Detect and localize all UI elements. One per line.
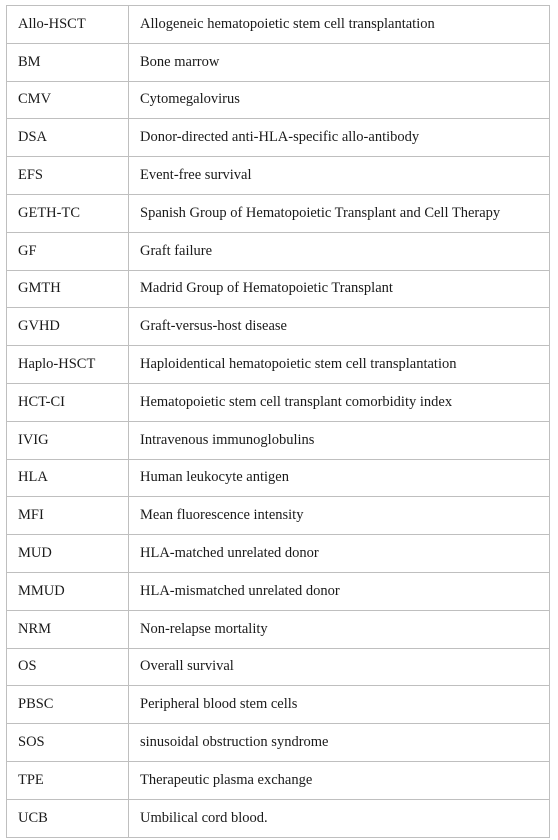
- definition-cell: HLA-matched unrelated donor: [129, 535, 550, 573]
- table-row: [7, 421, 550, 459]
- definition-cell: Intravenous immunoglobulins: [129, 421, 550, 459]
- table-row: [7, 799, 550, 837]
- definition-cell: Allogeneic hematopoietic stem cell transplantation: [129, 6, 550, 44]
- definition-cell: sinusoidal obstruction syndrome: [129, 724, 550, 762]
- abbreviation-cell: MMUD: [7, 572, 129, 610]
- abbreviation-cell: GETH-TC: [7, 194, 129, 232]
- table-row: [7, 270, 550, 308]
- abbreviation-cell: EFS: [7, 157, 129, 195]
- definition-cell: Non-relapse mortality: [129, 610, 550, 648]
- table-row: [7, 157, 550, 195]
- table-row: [7, 43, 550, 81]
- definition-cell: Haploidentical hematopoietic stem cell transplantation: [129, 346, 550, 384]
- definition-cell: Overall survival: [129, 648, 550, 686]
- definition-cell: Graft failure: [129, 232, 550, 270]
- definition-cell: Mean fluorescence intensity: [129, 497, 550, 535]
- abbreviations-table-body: [7, 6, 550, 838]
- definition-cell: Spanish Group of Hematopoietic Transplant and Cell Therapy: [129, 194, 550, 232]
- table-row: [7, 497, 550, 535]
- table-row: [7, 535, 550, 573]
- table-row: [7, 383, 550, 421]
- table-row: [7, 724, 550, 762]
- definition-cell: Hematopoietic stem cell transplant comorbidity index: [129, 383, 550, 421]
- abbreviation-cell: MUD: [7, 535, 129, 573]
- abbreviation-cell: NRM: [7, 610, 129, 648]
- table-row: [7, 119, 550, 157]
- table-row: [7, 6, 550, 44]
- definition-cell: Donor-directed anti-HLA-specific allo-antibody: [129, 119, 550, 157]
- table-row: [7, 459, 550, 497]
- abbreviation-cell: UCB: [7, 799, 129, 837]
- abbreviation-cell: PBSC: [7, 686, 129, 724]
- table-row: [7, 686, 550, 724]
- abbreviation-cell: DSA: [7, 119, 129, 157]
- definition-cell: Human leukocyte antigen: [129, 459, 550, 497]
- table-row: [7, 81, 550, 119]
- abbreviation-cell: Allo-HSCT: [7, 6, 129, 44]
- abbreviation-cell: MFI: [7, 497, 129, 535]
- definition-cell: Bone marrow: [129, 43, 550, 81]
- definition-cell: HLA-mismatched unrelated donor: [129, 572, 550, 610]
- table-row: [7, 610, 550, 648]
- abbreviation-cell: GMTH: [7, 270, 129, 308]
- abbreviation-cell: Haplo-HSCT: [7, 346, 129, 384]
- abbreviation-cell: TPE: [7, 761, 129, 799]
- definition-cell: Peripheral blood stem cells: [129, 686, 550, 724]
- abbreviation-cell: CMV: [7, 81, 129, 119]
- table-row: [7, 194, 550, 232]
- definition-cell: Cytomegalovirus: [129, 81, 550, 119]
- abbreviation-cell: GVHD: [7, 308, 129, 346]
- table-row: [7, 232, 550, 270]
- abbreviation-cell: HCT-CI: [7, 383, 129, 421]
- table-row: [7, 308, 550, 346]
- definition-cell: Madrid Group of Hematopoietic Transplant: [129, 270, 550, 308]
- table-row: [7, 346, 550, 384]
- abbreviation-cell: OS: [7, 648, 129, 686]
- definition-cell: Event-free survival: [129, 157, 550, 195]
- table-row: [7, 648, 550, 686]
- abbreviation-cell: SOS: [7, 724, 129, 762]
- abbreviations-table: [6, 5, 550, 838]
- abbreviation-cell: BM: [7, 43, 129, 81]
- definition-cell: Therapeutic plasma exchange: [129, 761, 550, 799]
- abbreviation-cell: GF: [7, 232, 129, 270]
- definition-cell: Graft-versus-host disease: [129, 308, 550, 346]
- abbreviation-cell: HLA: [7, 459, 129, 497]
- table-row: [7, 761, 550, 799]
- table-row: [7, 572, 550, 610]
- abbreviation-cell: IVIG: [7, 421, 129, 459]
- definition-cell: Umbilical cord blood.: [129, 799, 550, 837]
